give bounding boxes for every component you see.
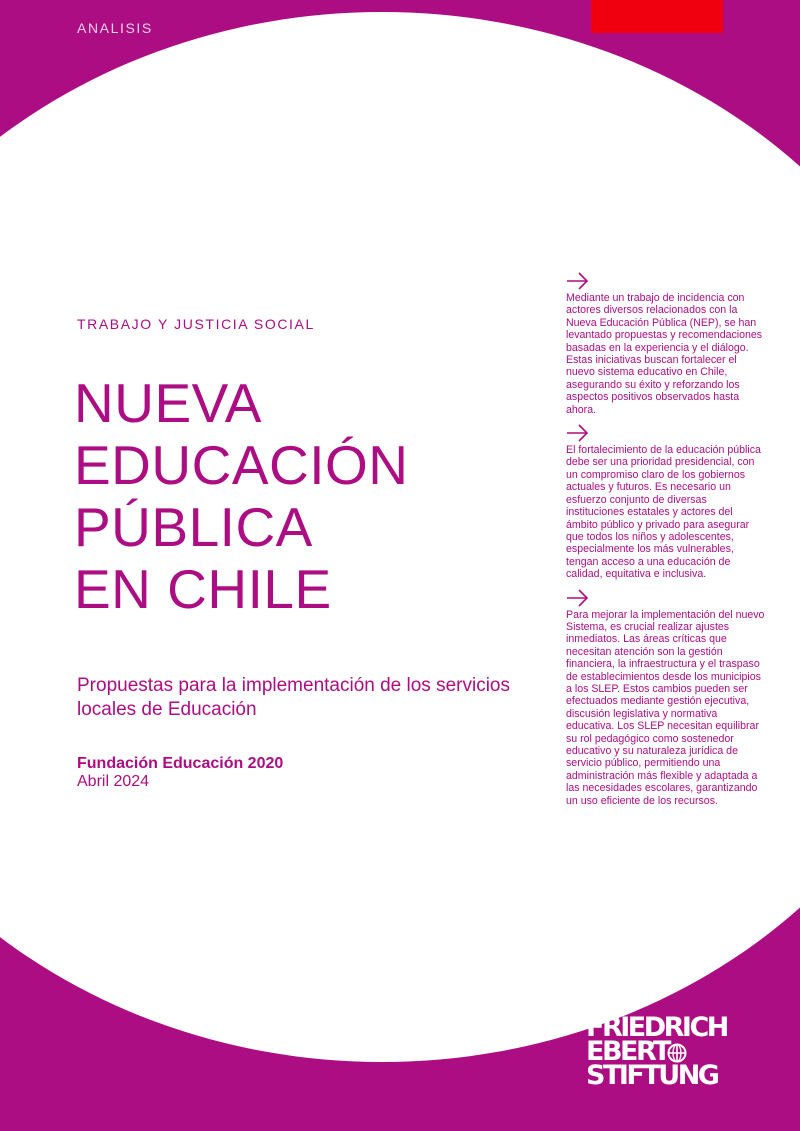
- fes-logo: [586, 1012, 736, 1091]
- summary-text: Mediante un trabajo de incidencia con actores diversos relacionados con la Nueva Educación Pública (NEP), se han levantado propuestas y recomendaciones basadas en la experiencia y el diálogo. Estas iniciativas buscan fortalecer el nuevo sistema educativo en Chile, asegurando su éxito y reforzando los aspectos positivos observados hasta ahora.: [566, 292, 763, 416]
- document-subtitle: Propuestas para la implementación de los servicios locales de Educación: [77, 675, 510, 720]
- document-title: [74, 372, 514, 620]
- title-line: EDUCACIÓN: [74, 434, 409, 496]
- summary-item: [566, 424, 766, 580]
- title-line: EN CHILE: [74, 558, 332, 620]
- publication-date: Abril 2024: [77, 773, 150, 790]
- title-line: PÚBLICA: [74, 496, 313, 558]
- title-line: NUEVA: [74, 372, 262, 434]
- publisher-name: Fundación Educación 2020: [77, 755, 284, 772]
- logo-line: EBERT: [586, 1036, 669, 1067]
- summary-item: [566, 589, 766, 808]
- summary-column: [566, 272, 766, 815]
- globe-icon: [667, 1043, 687, 1063]
- arrow-right-icon: [566, 272, 590, 290]
- arrow-right-icon: [566, 424, 590, 442]
- series-label: ANALISIS: [77, 20, 153, 36]
- logo-line: STIFTUNG: [586, 1060, 718, 1091]
- arrow-right-icon: [566, 589, 590, 607]
- topic-label: TRABAJO Y JUSTICIA SOCIAL: [77, 316, 315, 332]
- summary-text: El fortalecimiento de la educación pública debe ser una prioridad presidencial, con un compromiso claro de los gobiernos actuales y futuros. Es necesario un esfuerzo conjunto de diversas instituciones estatales y actores del ámbito público y privado para asegurar que todos los niños y adolescentes, especialmente los más vulnerables, tengan acceso a una educación de calidad, equitativa e inclusiva.: [566, 444, 761, 581]
- red-accent-tab: [591, 0, 723, 33]
- summary-item: [566, 272, 766, 416]
- logo-line: FRIEDRICH: [586, 1012, 727, 1043]
- summary-text: Para mejorar la implementación del nuevo Sistema, es crucial realizar ajustes inmediatos. Las áreas críticas que necesitan atención son la gestión financiera, la infraestructura y el traspaso de establecimientos desde los municipios a los SLEP. Estos cambios pueden ser efectuados mediante gestión ejecutiva, discusión legislativa y normativa educativa. Los SLEP necesitan equilibrar su rol pedagógico como sostenedor educativo y su naturaleza jurídica de servicio público, permitiendo una administración más flexible y adaptada a las necesidades escolares, garantizando un uso eficiente de los recursos.: [566, 608, 765, 807]
